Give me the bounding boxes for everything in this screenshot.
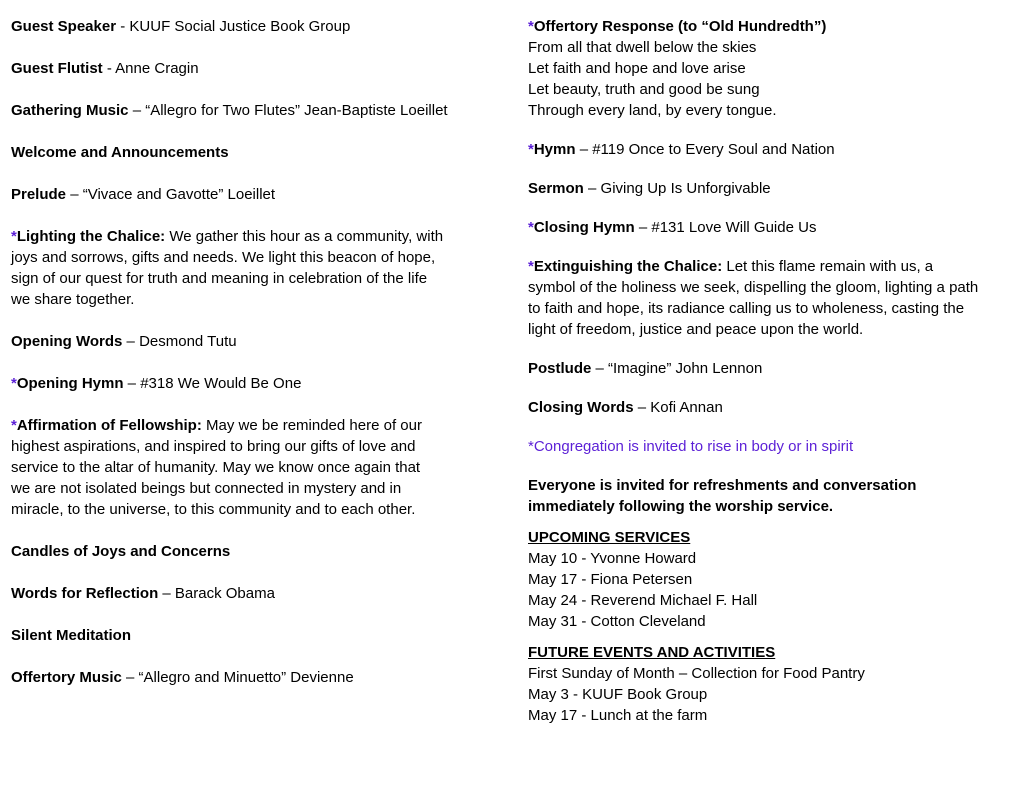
hymn-label: Hymn	[533, 141, 576, 158]
congregation-note: *Congregation is invited to rise in body or in spirit	[528, 438, 854, 455]
right-column	[528, 16, 1008, 726]
refreshments-line: Everyone is invited for refreshments and conversation	[528, 477, 917, 494]
upcoming-services-list	[528, 548, 1008, 632]
extinguishing-text: light of freedom, justice and peace upon the world.	[528, 321, 864, 338]
closing-words	[528, 397, 1008, 418]
list-item: May 3 - KUUF Book Group	[528, 686, 708, 703]
sermon-value: – Giving Up Is Unforgivable	[583, 180, 771, 197]
standing-marker: *	[528, 219, 534, 236]
lighting-chalice-text: sign of our quest for truth and meaning in celebration of the life	[11, 270, 428, 287]
guest-speaker-value: - KUUF Social Justice Book Group	[116, 18, 351, 35]
opening-words	[11, 331, 481, 352]
extinguishing-text: to faith and hope, its radiance calling us to wholeness, casting the	[528, 300, 965, 317]
standing-marker: *	[528, 141, 534, 158]
list-item: May 31 - Cotton Cleveland	[528, 613, 706, 630]
standing-marker: *	[528, 18, 534, 35]
closing-hymn-label: Closing Hymn	[533, 219, 635, 236]
closing-hymn-value: – #131 Love Will Guide Us	[634, 219, 817, 236]
future-events-list	[528, 663, 1008, 726]
list-item: May 17 - Fiona Petersen	[528, 571, 693, 588]
candles-joys-concerns	[11, 541, 481, 562]
refreshments-note	[528, 475, 1008, 517]
response-line: Let beauty, truth and good be sung	[528, 81, 760, 98]
candles-label: Candles of Joys and Concerns	[11, 543, 231, 560]
response-line: Through every land, by every tongue.	[528, 102, 777, 119]
guest-flutist-value: - Anne Cragin	[102, 60, 199, 77]
extinguishing-chalice	[528, 256, 1008, 340]
extinguishing-text: Let this flame remain with us, a	[722, 258, 934, 275]
affirmation-text: we are not isolated beings but connected in mystery and in	[11, 480, 402, 497]
offertory-music-label: Offertory Music	[11, 669, 122, 686]
affirmation-text: May we be reminded here of our	[201, 417, 422, 434]
standing-marker: *	[528, 258, 534, 275]
gathering-music-value: – “Allegro for Two Flutes” Jean-Baptiste Loeillet	[128, 102, 448, 119]
opening-words-label: Opening Words	[11, 333, 123, 350]
sermon-label: Sermon	[528, 180, 584, 197]
prelude	[11, 184, 481, 205]
opening-words-value: – Desmond Tutu	[122, 333, 237, 350]
list-item: First Sunday of Month – Collection for Food Pantry	[528, 665, 865, 682]
postlude-value: – “Imagine” John Lennon	[591, 360, 763, 377]
standing-marker: *	[11, 375, 17, 392]
affirmation-text: miracle, to the universe, to this community and to each other.	[11, 501, 416, 518]
gathering-music	[11, 100, 481, 121]
affirmation-label: Affirmation of Fellowship:	[16, 417, 202, 434]
prelude-label: Prelude	[11, 186, 67, 203]
welcome-announcements	[11, 142, 481, 163]
hymn-value: – #119 Once to Every Soul and Nation	[575, 141, 835, 158]
lighting-chalice-text: We gather this hour as a community, with	[165, 228, 444, 245]
guest-flutist-label: Guest Flutist	[11, 60, 103, 77]
affirmation-fellowship	[11, 415, 481, 520]
reflection-label: Words for Reflection	[11, 585, 159, 602]
guest-speaker-label: Guest Speaker	[11, 18, 117, 35]
extinguishing-text: symbol of the holiness we seek, dispelling the gloom, lighting a path	[528, 279, 979, 296]
sermon	[528, 178, 1008, 199]
refreshments-line: immediately following the worship service.	[528, 498, 834, 515]
opening-hymn-value: – #318 We Would Be One	[123, 375, 302, 392]
response-line: Let faith and hope and love arise	[528, 60, 746, 77]
offertory-response-label: Offertory Response (to “Old Hundredth”)	[533, 18, 827, 35]
lighting-chalice-text: we share together.	[11, 291, 135, 308]
list-item: May 24 - Reverend Michael F. Hall	[528, 592, 758, 609]
silent-meditation-label: Silent Meditation	[11, 627, 131, 644]
left-column	[11, 16, 481, 688]
opening-hymn-label: Opening Hymn	[16, 375, 124, 392]
lighting-chalice-text: joys and sorrows, gifts and needs. We light this beacon of hope,	[11, 249, 436, 266]
guest-flutist	[11, 58, 481, 79]
words-for-reflection	[11, 583, 481, 604]
reflection-value: – Barack Obama	[158, 585, 275, 602]
guest-speaker	[11, 16, 481, 37]
opening-hymn	[11, 373, 481, 394]
offertory-music	[11, 667, 481, 688]
affirmation-text: service to the altar of humanity. May we know once again that	[11, 459, 421, 476]
extinguishing-label: Extinguishing the Chalice:	[533, 258, 723, 275]
standing-marker: *	[11, 228, 17, 245]
future-events-heading: FUTURE EVENTS AND ACTIVITIES	[528, 644, 776, 661]
prelude-value: – “Vivace and Gavotte” Loeillet	[66, 186, 276, 203]
gathering-music-label: Gathering Music	[11, 102, 129, 119]
standing-marker: *	[11, 417, 17, 434]
welcome-label: Welcome and Announcements	[11, 144, 229, 161]
affirmation-text: highest aspirations, and inspired to bring our gifts of love and	[11, 438, 416, 455]
offertory-music-value: – “Allegro and Minuetto” Devienne	[121, 669, 354, 686]
offertory-response	[528, 16, 1008, 121]
silent-meditation	[11, 625, 481, 646]
hymn	[528, 139, 1008, 160]
closing-hymn	[528, 217, 1008, 238]
list-item: May 10 - Yvonne Howard	[528, 550, 697, 567]
closing-words-value: – Kofi Annan	[633, 399, 723, 416]
closing-words-label: Closing Words	[528, 399, 634, 416]
postlude	[528, 358, 1008, 379]
postlude-label: Postlude	[528, 360, 592, 377]
upcoming-services-heading: UPCOMING SERVICES	[528, 529, 691, 546]
response-line: From all that dwell below the skies	[528, 39, 757, 56]
lighting-chalice	[11, 226, 481, 310]
list-item: May 17 - Lunch at the farm	[528, 707, 708, 724]
lighting-chalice-label: Lighting the Chalice:	[16, 228, 166, 245]
